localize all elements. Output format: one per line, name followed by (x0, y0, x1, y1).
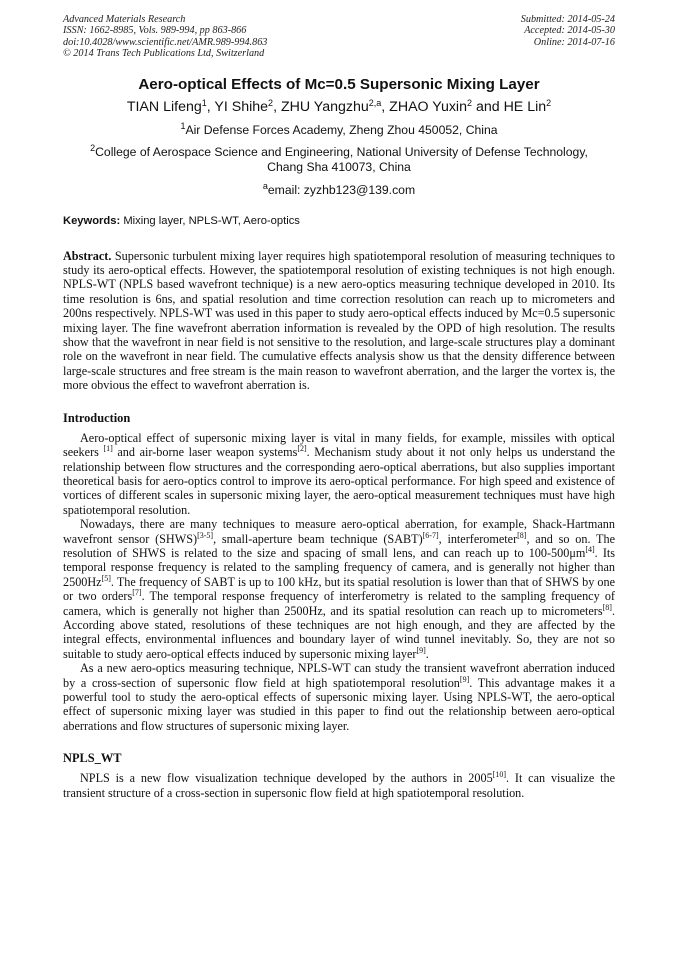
date-submitted: Submitted: 2014-05-24 (520, 14, 615, 25)
keywords-label: Keywords: (63, 214, 121, 227)
journal-issn: ISSN: 1662-8985, Vols. 989-994, pp 863-866 (63, 25, 247, 37)
abstract-label: Abstract. (63, 248, 112, 263)
keywords-text: Mixing layer, NPLS-WT, Aero-optics (123, 214, 300, 227)
citation-marker: [4] (585, 544, 595, 554)
author-name: ZHAO Yuxin (389, 98, 467, 115)
author-email (63, 180, 615, 198)
author-affiliation-marker: 1 (201, 97, 207, 108)
author-separator: , (381, 98, 390, 115)
citation-marker: [9] (416, 645, 426, 655)
citation-marker: [9] (459, 674, 470, 684)
intro-paragraph-3: As a new aero-optics measuring technique, NPLS-WT can study the transient wavefront aberration induced by a cross-section of supersonic flow field at high spatiotemporal resolution[9]. This advantage makes it a powerful tool to study the aero-optical effects of supersonic mixing layer. Using NPLS-WT, the aero-optical effect of supersonic mixing layer was studied in this paper to find out the relationship between aero-optical aberrations and flow structures of supersonic mixing layer. (63, 661, 615, 733)
citation-marker: [5] (101, 573, 111, 583)
abstract-text: Supersonic turbulent mixing layer requires high spatiotemporal resolution of measuring techniques to study its aero-optical effects. However, the spatiotemporal resolution of existing techniques is not high enough. NPLS-WT (NPLS based wavefront technique) is a new aero-optics measuring technique developed in 2010. Its time resolution is 6ns, and spatial resolution and time correction resolution can reach up to micrometers and 200ns respectively. NPLS-WT was used in this paper to study aero-optical effects induced by Mc=0.5 supersonic mixing layer. The fine wavefront aberration information is revealed by the OPD of high resolution. The results show that the wavefront in near field is not sensitive to the resolution, and large-scale structures play a dominant role on the wavefront in near field. The cumulative effects analysis show us that the density difference between large-scale structures and free stream is the main reason to wavefront aberration, and the larger the vortex is, the more obvious the effect to wavefront aberration is. (63, 248, 615, 393)
author-affiliation-marker: 2 (466, 97, 472, 108)
journal-name: Advanced Materials Research (63, 14, 186, 25)
journal-header (63, 14, 615, 60)
citation-marker: [6-7] (422, 530, 439, 540)
author-name: HE Lin (503, 98, 547, 115)
date-online: Online: 2014-07-16 (533, 36, 615, 48)
journal-copyright: © 2014 Trans Tech Publications Ltd, Switzerland (63, 48, 265, 60)
author-separator: , (273, 98, 281, 115)
keywords (63, 214, 615, 228)
email-marker: a (262, 180, 268, 191)
affiliation-2 (63, 142, 615, 175)
citation-marker: [7] (132, 588, 142, 598)
author-list (63, 98, 615, 116)
citation-marker: [2] (297, 444, 307, 454)
author-affiliation-marker: 2 (268, 97, 274, 108)
affiliation-1-marker: 1 (180, 120, 186, 131)
citation-marker: [8] (517, 530, 527, 540)
section-heading-introduction: Introduction (63, 410, 131, 425)
author-name: ZHU Yangzhu (280, 98, 369, 115)
date-accepted: Accepted: 2014-05-30 (524, 25, 615, 37)
email-text: email: zyzhb123@139.com (267, 182, 416, 197)
affiliation-1 (63, 120, 615, 138)
intro-paragraph-1: Aero-optical effect of supersonic mixing layer is vital in many fields, for example, missiles with optical seekers [1] and air-borne laser weapon systems[2]. Mechanism study about it not only helps us understand the relationship between flow structures and the corresponding aero-optical aberrations, but also supplies important theoretical basis for aero-optics control to improve its aero-optical performance. For high speed and existence of vortices of different scales in supersonic mixing layer, the aero-optical measurement techniques must have high spatiotemporal resolution. (63, 430, 615, 517)
author-affiliation-marker: 2 (546, 97, 552, 108)
affiliation-2-line1: College of Aerospace Science and Engineering, National University of Defense Technology, (95, 144, 588, 159)
author-separator: and (472, 98, 504, 115)
affiliation-2-line2: Chang Sha 410073, China (267, 159, 411, 174)
citation-marker: [10] (492, 770, 506, 780)
author-affiliation-marker: 2,a (368, 97, 382, 108)
journal-doi: doi:10.4028/www.scientific.net/AMR.989-994.863 (63, 36, 268, 48)
npls-paragraph-1: NPLS is a new flow visualization technique developed by the authors in 2005[10]. It can visualize the transient structure of a cross-section in supersonic flow field at high spatiotemporal resolution. (63, 770, 615, 800)
journal-info (63, 14, 267, 60)
paper-title: Aero-optical Effects of Mc=0.5 Supersonic Mixing Layer (138, 75, 540, 93)
section-heading-npls-wt: NPLS_WT (63, 751, 122, 766)
abstract (63, 249, 615, 393)
author-separator: , (206, 98, 215, 115)
citation-marker: [3-5] (197, 530, 214, 540)
submission-dates (521, 14, 615, 60)
author-name: TIAN Lifeng (126, 98, 202, 115)
intro-paragraph-2: Nowadays, there are many techniques to measure aero-optical aberration, for example, Shack-Hartmann wavefront sensor (SHWS)[3-5], small-aperture beam technique (SABT)[6-7], interferometer[8], and so on. The resolution of SHWS is related to the size and spacing of small lens, and can reach up to 100-500μm[4]. Its temporal response frequency is related to the sampling frequency of camera, and is generally not higher than 2500Hz[5]. The frequency of SABT is up to 100 kHz, but its spatial resolution is lower than that of SHWS by one or two orders[7]. The temporal response frequency of interferometry is related to the sampling frequency of camera, which is generally not higher than 2500Hz, and its spatial resolution can reach up to micrometers[8]. According above stated, resolutions of these techniques are not high enough, and they are affected by the integral effects, environmental influences and boundary layer of wind tunnel inevitably. So, they are not so suitable to study aero-optical effects induced by supersonic mixing layer[9]. (63, 517, 616, 661)
citation-marker: [8] (602, 602, 612, 612)
author-name: YI Shihe (214, 98, 269, 115)
affiliation-2-marker: 2 (90, 142, 96, 153)
affiliation-1-text: Air Defense Forces Academy, Zheng Zhou 450052, China (185, 122, 498, 137)
citation-marker: [1] (103, 444, 113, 454)
